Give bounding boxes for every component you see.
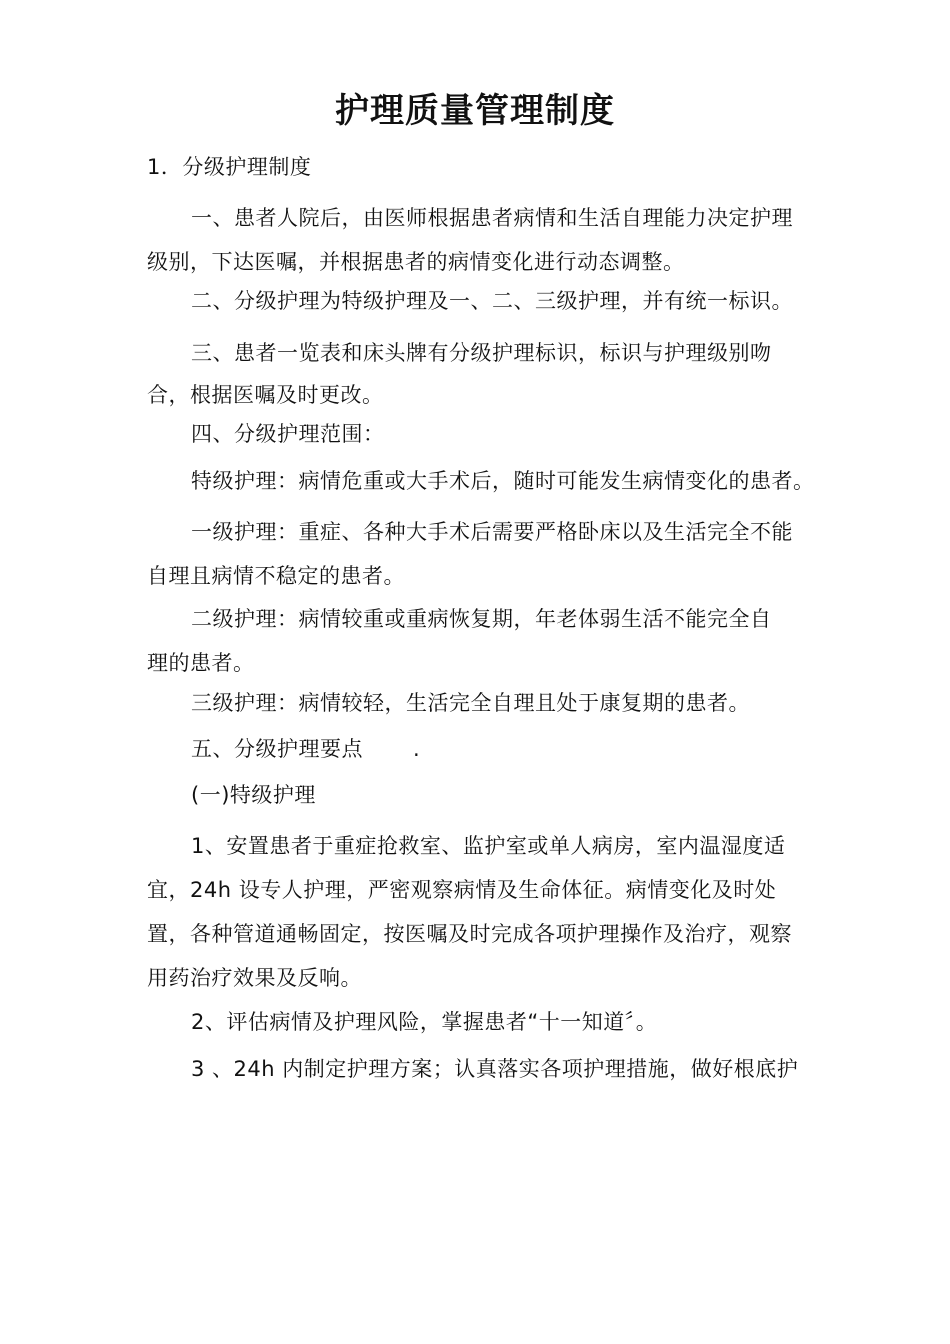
paragraph-line: 理的患者。 xyxy=(147,651,255,675)
subheading: 五、分级护理要点 xyxy=(191,737,363,761)
paragraph-line: 三、患者一览表和床头牌有分级护理标识，标识与护理级别吻 xyxy=(191,341,772,365)
paragraph-line: 用药治疗效果及反响。 xyxy=(147,966,362,990)
paragraph-line: 自理且病情不稳定的患者。 xyxy=(147,564,405,588)
paragraph-line: 1、安置患者于重症抢救室、监护室或单人病房，室内温湿度适 xyxy=(191,834,786,858)
paragraph-line: 三级护理：病情较轻，生活完全自理且处于康复期的患者。 xyxy=(191,691,750,715)
paragraph-line: 二级护理：病情较重或重病恢复期，年老体弱生活不能完全自 xyxy=(191,607,772,631)
paragraph-line: 级别，下达医嘱，并根据患者的病情变化进行动态调整。 xyxy=(147,250,685,274)
paragraph-line: 一、患者人院后，由医师根据患者病情和生活自理能力决定护理 xyxy=(191,206,793,230)
paragraph-line: 特级护理：病情危重或大手术后，随时可能发生病情变化的患者。 xyxy=(191,469,815,493)
paragraph-line: 合，根据医嘱及时更改。 xyxy=(147,383,384,407)
section-heading: 1．分级护理制度 xyxy=(147,155,312,179)
paragraph-line: 置，各种管道通畅固定，按医嘱及时完成各项护理操作及治疗，观察 xyxy=(147,922,792,946)
paragraph-line: 3 、24h 内制定护理方案；认真落实各项护理措施，做好根底护 xyxy=(191,1057,799,1081)
subheading: (一)特级护理 xyxy=(191,783,316,807)
stray-mark: . xyxy=(413,737,420,761)
paragraph-line: 宜，24h 设专人护理，严密观察病情及生命体征。病情变化及时处 xyxy=(147,878,777,902)
paragraph-line: 二、分级护理为特级护理及一、二、三级护理，并有统一标识。 xyxy=(191,289,793,313)
paragraph-line: 一级护理：重症、各种大手术后需要严格卧床以及生活完全不能 xyxy=(191,520,793,544)
subheading: 四、分级护理范围： xyxy=(191,422,385,446)
paragraph-line: 2、评估病情及护理风险，掌握患者“十一知道〞。 xyxy=(191,1010,658,1034)
document-title: 护理质量管理制度 xyxy=(335,91,615,131)
